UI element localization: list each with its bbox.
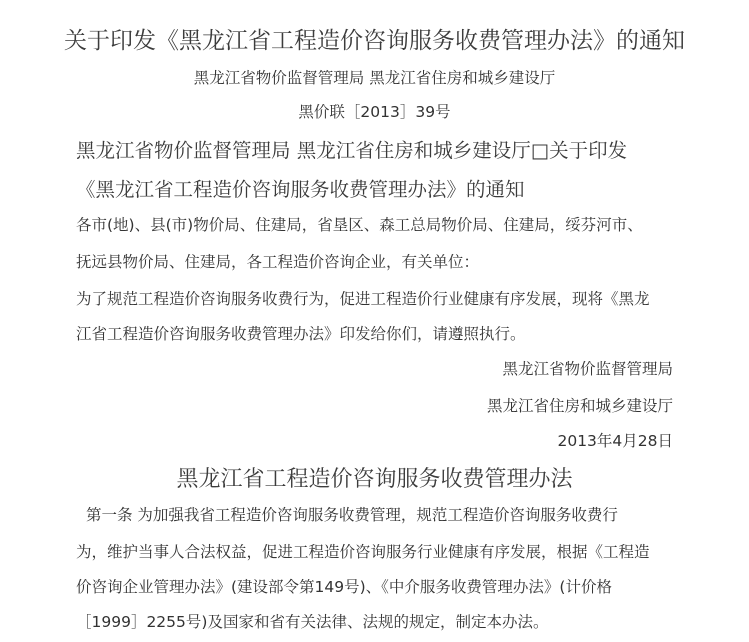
notice-title: 关于印发《黑龙江省工程造价咨询服务收费管理办法》的通知 [64,28,685,54]
addressees-line-1: 各市(地)、县(市)物价局、住建局，省垦区、森工总局物价局、住建局，绥芬河市、 [76,216,643,234]
article-1-line-2: 为，维护当事人合法权益，促进工程造价咨询服务行业健康有序发展，根据《工程造 [76,543,650,561]
article-1-line-1: 第一条 为加强我省工程造价咨询服务收费管理，规范工程造价咨询服务收费行 [86,506,618,524]
issuing-authorities: 黑龙江省物价监督管理局 黑龙江省住房和城乡建设厅 [193,69,556,87]
issue-date: 2013年4月28日 [557,432,673,450]
signature-housing-department: 黑龙江省住房和城乡建设厅 [486,397,673,415]
article-1-line-3: 价咨询企业管理办法》(建设部令第149号)、《中介服务收费管理办法》(计价格 [76,578,612,596]
notice-body-line-1: 为了规范工程造价咨询服务收费行为，促进工程造价行业健康有序发展，现将《黑龙 [76,290,650,308]
signature-price-bureau: 黑龙江省物价监督管理局 [502,360,673,378]
notice-heading-line-1: 黑龙江省物价监督管理局 黑龙江省住房和城乡建设厅□关于印发 [76,139,628,162]
addressees-line-2: 抚远县物价局、住建局，各工程造价咨询企业，有关单位： [76,253,480,271]
article-1-line-4: ［1999］2255号)及国家和省有关法律、法规的规定，制定本办法。 [76,613,549,631]
document-number: 黑价联［2013］39号 [298,103,451,121]
notice-body-line-2: 江省工程造价咨询服务收费管理办法》印发给你们，请遵照执行。 [76,325,526,343]
measures-title: 黑龙江省工程造价咨询服务收费管理办法 [176,467,573,492]
notice-heading-line-2: 《黑龙江省工程造价咨询服务收费管理办法》的通知 [76,178,525,201]
